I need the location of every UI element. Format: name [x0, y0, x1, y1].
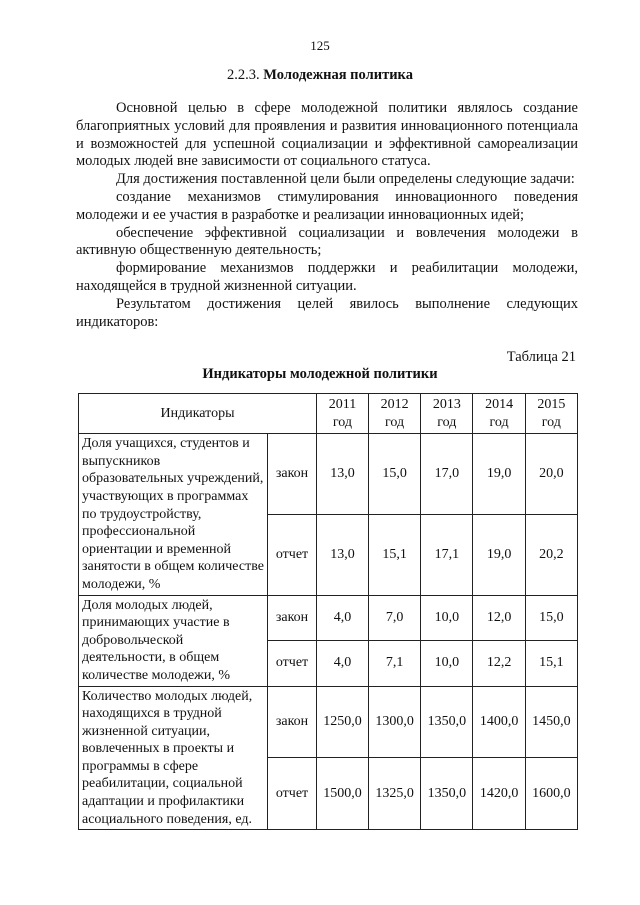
plan-value-cell: 15,0 [368, 434, 420, 515]
section-title: Молодежная политика [263, 67, 413, 83]
plan-value-cell: 1250,0 [317, 686, 369, 758]
column-header: 2014 год [473, 394, 525, 434]
plan-value-cell: 1450,0 [525, 686, 577, 758]
table-row [79, 686, 578, 758]
column-header: 2012 год [368, 394, 420, 434]
fact-value-cell: 20,2 [525, 514, 577, 595]
fact-value-cell: 19,0 [473, 514, 525, 595]
fact-value-cell: 15,1 [368, 514, 420, 595]
fact-value-cell: 13,0 [317, 514, 369, 595]
column-header: 2015 год [525, 394, 577, 434]
page-number: 125 [310, 38, 330, 53]
section-number: 2.2.3. [227, 67, 260, 83]
row-type-label: отчет [268, 758, 317, 830]
row-type-label: отчет [268, 641, 317, 686]
plan-value-cell: 15,0 [525, 595, 577, 640]
plan-value-cell: 10,0 [421, 595, 473, 640]
table-label: Таблица 21 [506, 349, 576, 365]
paragraph: формирование механизмов поддержки и реабилитации молодежи, находящейся в трудной жизненной ситуации. [76, 260, 578, 294]
row-type-label: отчет [268, 514, 317, 595]
plan-value-cell: 1350,0 [421, 686, 473, 758]
column-header: Индикаторы [79, 394, 317, 434]
plan-value-cell: 20,0 [525, 434, 577, 515]
fact-value-cell: 1325,0 [368, 758, 420, 830]
paragraph: обеспечение эффективной социализации и вовлечения молодежи в активную общественную деятельность; [76, 224, 578, 259]
plan-value-cell: 19,0 [473, 434, 525, 515]
paragraph: Основной целью в сфере молодежной политики являлось создание благоприятных условий для проявления и развития инновационного потенциала и возможностей для успешной социализации и эффективной самореализации молодых людей вне зависимости от социального статуса. [76, 100, 578, 170]
paragraph: Для достижения поставленной цели были определены следующие задачи: [116, 171, 575, 188]
fact-value-cell: 15,1 [525, 641, 577, 686]
body-text [76, 100, 578, 331]
row-type-label: закон [268, 686, 317, 758]
fact-value-cell: 1350,0 [421, 758, 473, 830]
plan-value-cell: 12,0 [473, 595, 525, 640]
plan-value-cell: 7,0 [368, 595, 420, 640]
fact-value-cell: 17,1 [421, 514, 473, 595]
column-header: 2011 год [317, 394, 369, 434]
indicator-name: Доля учащихся, студентов и выпускников образовательных учреждений, участвующих в программах по трудоустройству, профессиональной ориентации и временной занятости в общем количестве молодежи, % [79, 434, 268, 595]
row-type-label: закон [268, 595, 317, 640]
indicators-table [78, 393, 578, 830]
indicator-name: Количество молодых людей, находящихся в трудной жизненной ситуации, вовлеченных в проекты и программы в сфере реабилитации, социальной адаптации и профилактики асоциального поведения, ед. [79, 686, 268, 830]
table-row [79, 434, 578, 515]
plan-value-cell: 1300,0 [368, 686, 420, 758]
plan-value-cell: 4,0 [317, 595, 369, 640]
plan-value-cell: 13,0 [317, 434, 369, 515]
indicator-name: Доля молодых людей, принимающих участие в добровольческой деятельности, в общем количестве молодежи, % [79, 595, 268, 686]
fact-value-cell: 1420,0 [473, 758, 525, 830]
fact-value-cell: 10,0 [421, 641, 473, 686]
paragraph: Результатом достижения целей явилось выполнение следующих индикаторов: [76, 295, 578, 330]
table-title: Индикаторы молодежной политики [202, 366, 438, 382]
table-header-row [79, 394, 578, 434]
row-type-label: закон [268, 434, 317, 515]
section-heading [0, 67, 640, 84]
table-row [79, 595, 578, 640]
fact-value-cell: 1500,0 [317, 758, 369, 830]
plan-value-cell: 1400,0 [473, 686, 525, 758]
paragraph: создание механизмов стимулирования инновационного поведения молодежи и ее участия в разработке и реализации инновационных идей; [76, 188, 578, 223]
plan-value-cell: 17,0 [421, 434, 473, 515]
fact-value-cell: 12,2 [473, 641, 525, 686]
fact-value-cell: 1600,0 [525, 758, 577, 830]
column-header: 2013 год [421, 394, 473, 434]
fact-value-cell: 7,1 [368, 641, 420, 686]
fact-value-cell: 4,0 [317, 641, 369, 686]
